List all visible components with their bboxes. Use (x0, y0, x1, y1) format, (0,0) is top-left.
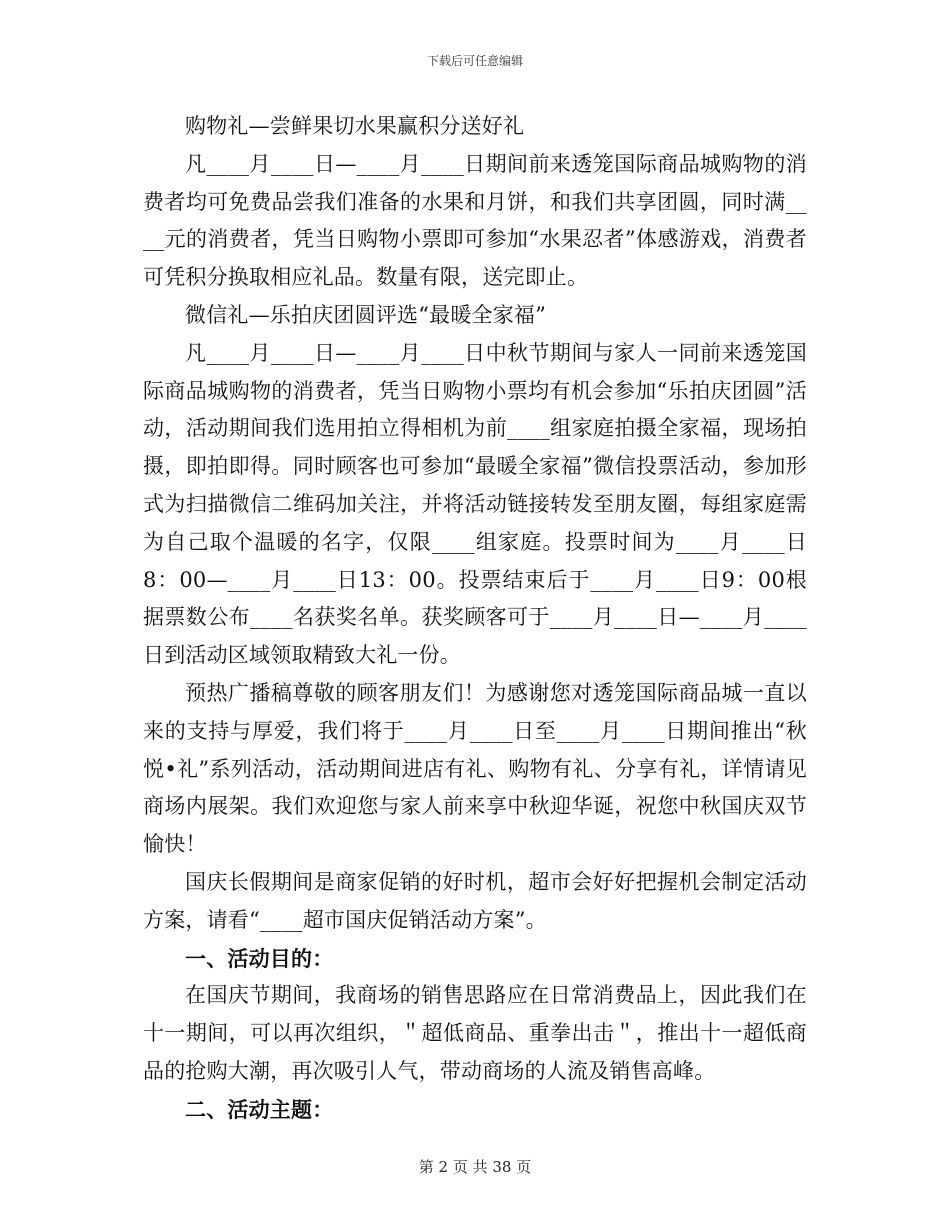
paragraph-shopping-gift-title: 购物礼—尝鲜果切水果赢积分送好礼 (185, 114, 525, 138)
paragraph-wechat-gift-body: 凡____月____日—____月____日中秋节期间与家人一同前来透笼国际商品城购物的消费者，凭当日购物小票均有机会参加“乐拍庆团圆”活动，活动期间我们选用拍立得相机为前____组家庭拍摄全家福，现场拍摄，即拍即得。同时顾客也可参加“最暖全家福”微信投票活动，参加形式为扫描微信二维码加关注，并将活动链接转发至朋友圈，每组家庭需为自己取个温暖的名字，仅限____组家庭。投票时间为____月____日8：00—____月____日13：00。投票结束后于____月____日9：00根据票数公布____名获奖名单。获奖顾客可于____月____日—____月____日到活动区域领取精致大礼一份。 (143, 340, 807, 668)
paragraph-wechat-gift-title: 微信礼—乐拍庆团圆评选“最暖全家福” (185, 302, 547, 327)
paragraph-shopping-gift-body: 凡____月____日—____月____日期间前来透笼国际商品城购物的消费者均可免费品尝我们准备的水果和月饼，和我们共享团圆，同时满____元的消费者，凭当日购物小票即可参加“水果忍者”体感游戏，消费者可凭积分换取相应礼品。数量有限，送完即止。 (143, 151, 807, 290)
page-number: 第 2 页 共 38 页 (418, 1158, 532, 1176)
paragraph-broadcast-script: 预热广播稿尊敬的顾客朋友们！为感谢您对透笼国际商品城一直以来的支持与厚爱，我们将于____月____日至____月____日期间推出“秋悦•礼”系列活动，活动期间进店有礼、购物有礼、分享有礼，详情请见商场内展架。我们欢迎您与家人前来享中秋迎华诞，祝您中秋国庆双节愉快！ (143, 680, 807, 857)
page-header-note: 下载后可任意编辑 (426, 54, 523, 68)
paragraph-purpose-body: 在国庆节期间，我商场的销售思路应在日常消费品上，因此我们在十一期间，可以再次组织，＂超低商品、重拳出击＂，推出十一超低商品的抢购大潮，再次吸引人气，带动商场的人流及销售高峰。 (143, 983, 807, 1083)
document-body (143, 108, 807, 1129)
section-heading-theme: 二、活动主题： (185, 1096, 334, 1122)
section-heading-purpose: 一、活动目的： (185, 945, 334, 971)
paragraph-intro-plan: 国庆长假期间是商家促销的好时机，超市会好好把握机会制定活动方案，请看“____超市国庆促销活动方案”。 (143, 869, 807, 932)
